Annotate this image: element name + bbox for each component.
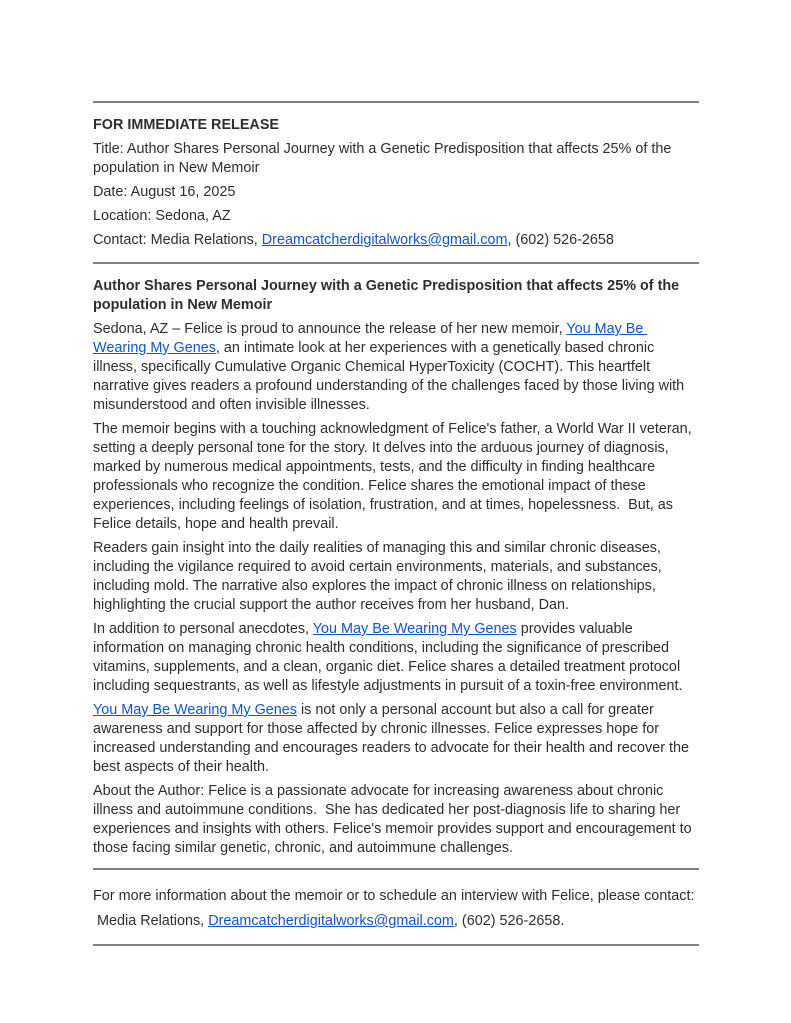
divider-bottom xyxy=(93,944,699,946)
divider-after-header xyxy=(93,262,699,264)
memoir-title-link-2[interactable]: You May Be Wearing My Genes xyxy=(312,621,517,637)
contact-suffix: , (602) 526-2658 xyxy=(507,232,614,248)
paragraph-readers-insight: Readers gain insight into the daily realities of managing this and similar chronic diseases, including the vigilance required to avoid certain environments, materials, and substances, including mold. The narrative also explores the impact of chronic illness on relationships, highlighting the crucial support the author receives from her husband, Dan. xyxy=(93,540,666,613)
paragraph-announcement-text: Sedona, AZ – Felice is proud to announce the release of her new memoir, xyxy=(93,321,567,337)
footer-contact-suffix: , (602) 526-2658. xyxy=(453,913,565,929)
title-line: Title: Author Shares Personal Journey with a Genetic Predisposition that affects 25% of the population in New Memoir xyxy=(93,141,676,176)
footer-contact-line xyxy=(93,912,699,931)
paragraph-anecdotes-text-cont: provides valuable information on managing chronic health conditions, including the significance of prescribed vitamins, supplements, and a clean, organic diet. Felice shares a detailed treatment protocol including sequestrants, as well as lifestyle adjustments in pursuit of a toxin-free environment. xyxy=(93,621,685,694)
body-heading: Author Shares Personal Journey with a Genetic Predisposition that affects 25% of the population in New Memoir xyxy=(93,278,684,313)
paragraph-call-for-awareness xyxy=(93,701,699,777)
footer-email-link[interactable]: Dreamcatcherdigitalworks@gmail.com xyxy=(208,913,454,929)
footer-contact-prefix: Media Relations, xyxy=(93,913,209,929)
divider-top xyxy=(93,101,699,103)
memoir-title-link-1[interactable]: You May Be Wearing My Genes xyxy=(93,321,648,356)
press-release-page xyxy=(93,101,699,946)
release-label: FOR IMMEDIATE RELEASE xyxy=(93,117,280,133)
paragraph-about-author: About the Author: Felice is a passionate advocate for increasing awareness about chronic illness and autoimmune conditions. She has dedicated her post-diagnosis life to sharing her experiences and insights with others. Felice's memoir provides support and encouragement to those facing similar genetic, chronic, and autoimmune challenges. xyxy=(93,783,696,856)
release-footer xyxy=(93,887,699,931)
paragraph-memoir-begins: The memoir begins with a touching acknowledgment of Felice's father, a World War II veteran, setting a deeply personal tone for the story. It delves into the arduous journey of diagnosis, marked by numerous medical appointments, tests, and the difficulty in finding healthcare professionals who recognize the condition. Felice shares the emotional impact of these experiences, including feelings of isolation, frustration, and at times, hopelessness. But, as Felice details, hope and health prevail. xyxy=(93,421,696,532)
date-line: Date: August 16, 2025 xyxy=(93,184,236,200)
divider-before-footer xyxy=(93,868,699,870)
contact-prefix: Contact: Media Relations, xyxy=(93,232,262,248)
paragraph-anecdotes-text: In addition to personal anecdotes, xyxy=(93,621,313,637)
location-line: Location: Sedona, AZ xyxy=(93,208,231,224)
paragraph-call-for-awareness-text: is not only a personal account but also a call for greater awareness and support for those affected by chronic illnesses. Felice expresses hope for increased understanding and encourages readers to advocate for their health and recover the best aspects of their health. xyxy=(93,702,694,775)
paragraph-announcement-text-cont: , an intimate look at her experiences with a genetically based chronic illness, specifically Cumulative Organic Chemical HyperToxicity (COCHT). This heartfelt narrative gives readers a profound understanding of the challenges faced by those living with misunderstood and often invisible illnesses. xyxy=(93,340,689,413)
paragraph-anecdotes xyxy=(93,620,699,696)
memoir-title-link-3[interactable]: You May Be Wearing My Genes xyxy=(93,702,297,718)
contact-line xyxy=(93,231,699,250)
release-header xyxy=(93,116,699,250)
paragraph-announcement xyxy=(93,320,699,415)
release-body xyxy=(93,277,699,858)
contact-email-link[interactable]: Dreamcatcherdigitalworks@gmail.com xyxy=(261,232,508,248)
footer-info-line: For more information about the memoir or to schedule an interview with Felice, please contact: xyxy=(93,888,695,904)
